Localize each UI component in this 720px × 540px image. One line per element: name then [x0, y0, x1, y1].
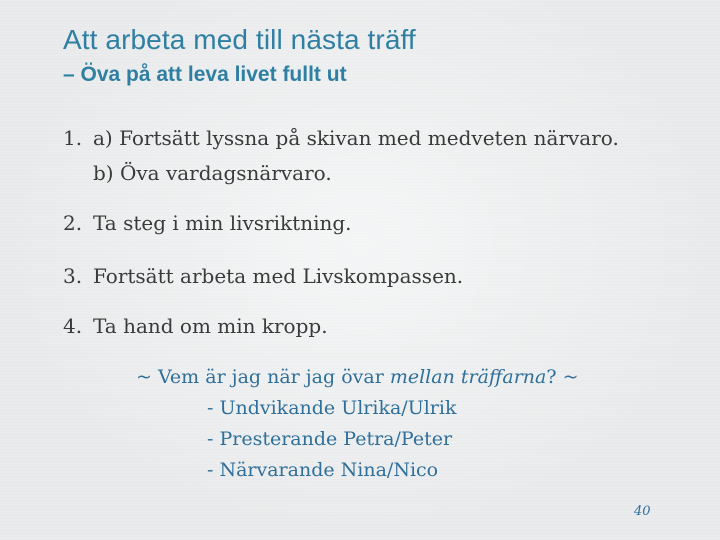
list-text: b) Öva vardagsnärvaro. [93, 161, 332, 185]
page-number: 40 [634, 504, 651, 519]
quote-prefix: ~ Vem är jag när jag övar [136, 366, 390, 388]
type-present: - Närvarande Nina/Nico [207, 459, 439, 481]
list-text: Ta hand om min kropp. [93, 314, 328, 338]
list-item-1 [63, 126, 619, 150]
slide-subtitle: – Öva på att leva livet fullt ut [63, 63, 347, 86]
list-text: Ta steg i min livsriktning. [93, 211, 352, 235]
list-item-3 [63, 264, 463, 288]
list-number: 3. [63, 264, 83, 288]
list-item-4 [63, 314, 328, 338]
list-number: 2. [63, 211, 83, 235]
list-text: a) Fortsätt lyssna på skivan med medveten närvaro. [93, 126, 619, 150]
list-text: Fortsätt arbeta med Livskompassen. [93, 264, 464, 288]
slide-title: Att arbeta med till nästa träff [63, 24, 416, 55]
reflection-question [136, 366, 579, 388]
quote-emphasis: mellan träffarna [389, 366, 547, 388]
list-number: 4. [63, 314, 83, 338]
type-avoiding: - Undvikande Ulrika/Ulrik [207, 397, 457, 419]
list-number: 1. [63, 126, 83, 150]
list-item-2 [63, 211, 352, 235]
list-item-1b [93, 161, 332, 185]
quote-suffix: ? ~ [546, 366, 579, 388]
type-performing: - Presterande Petra/Peter [207, 428, 453, 450]
